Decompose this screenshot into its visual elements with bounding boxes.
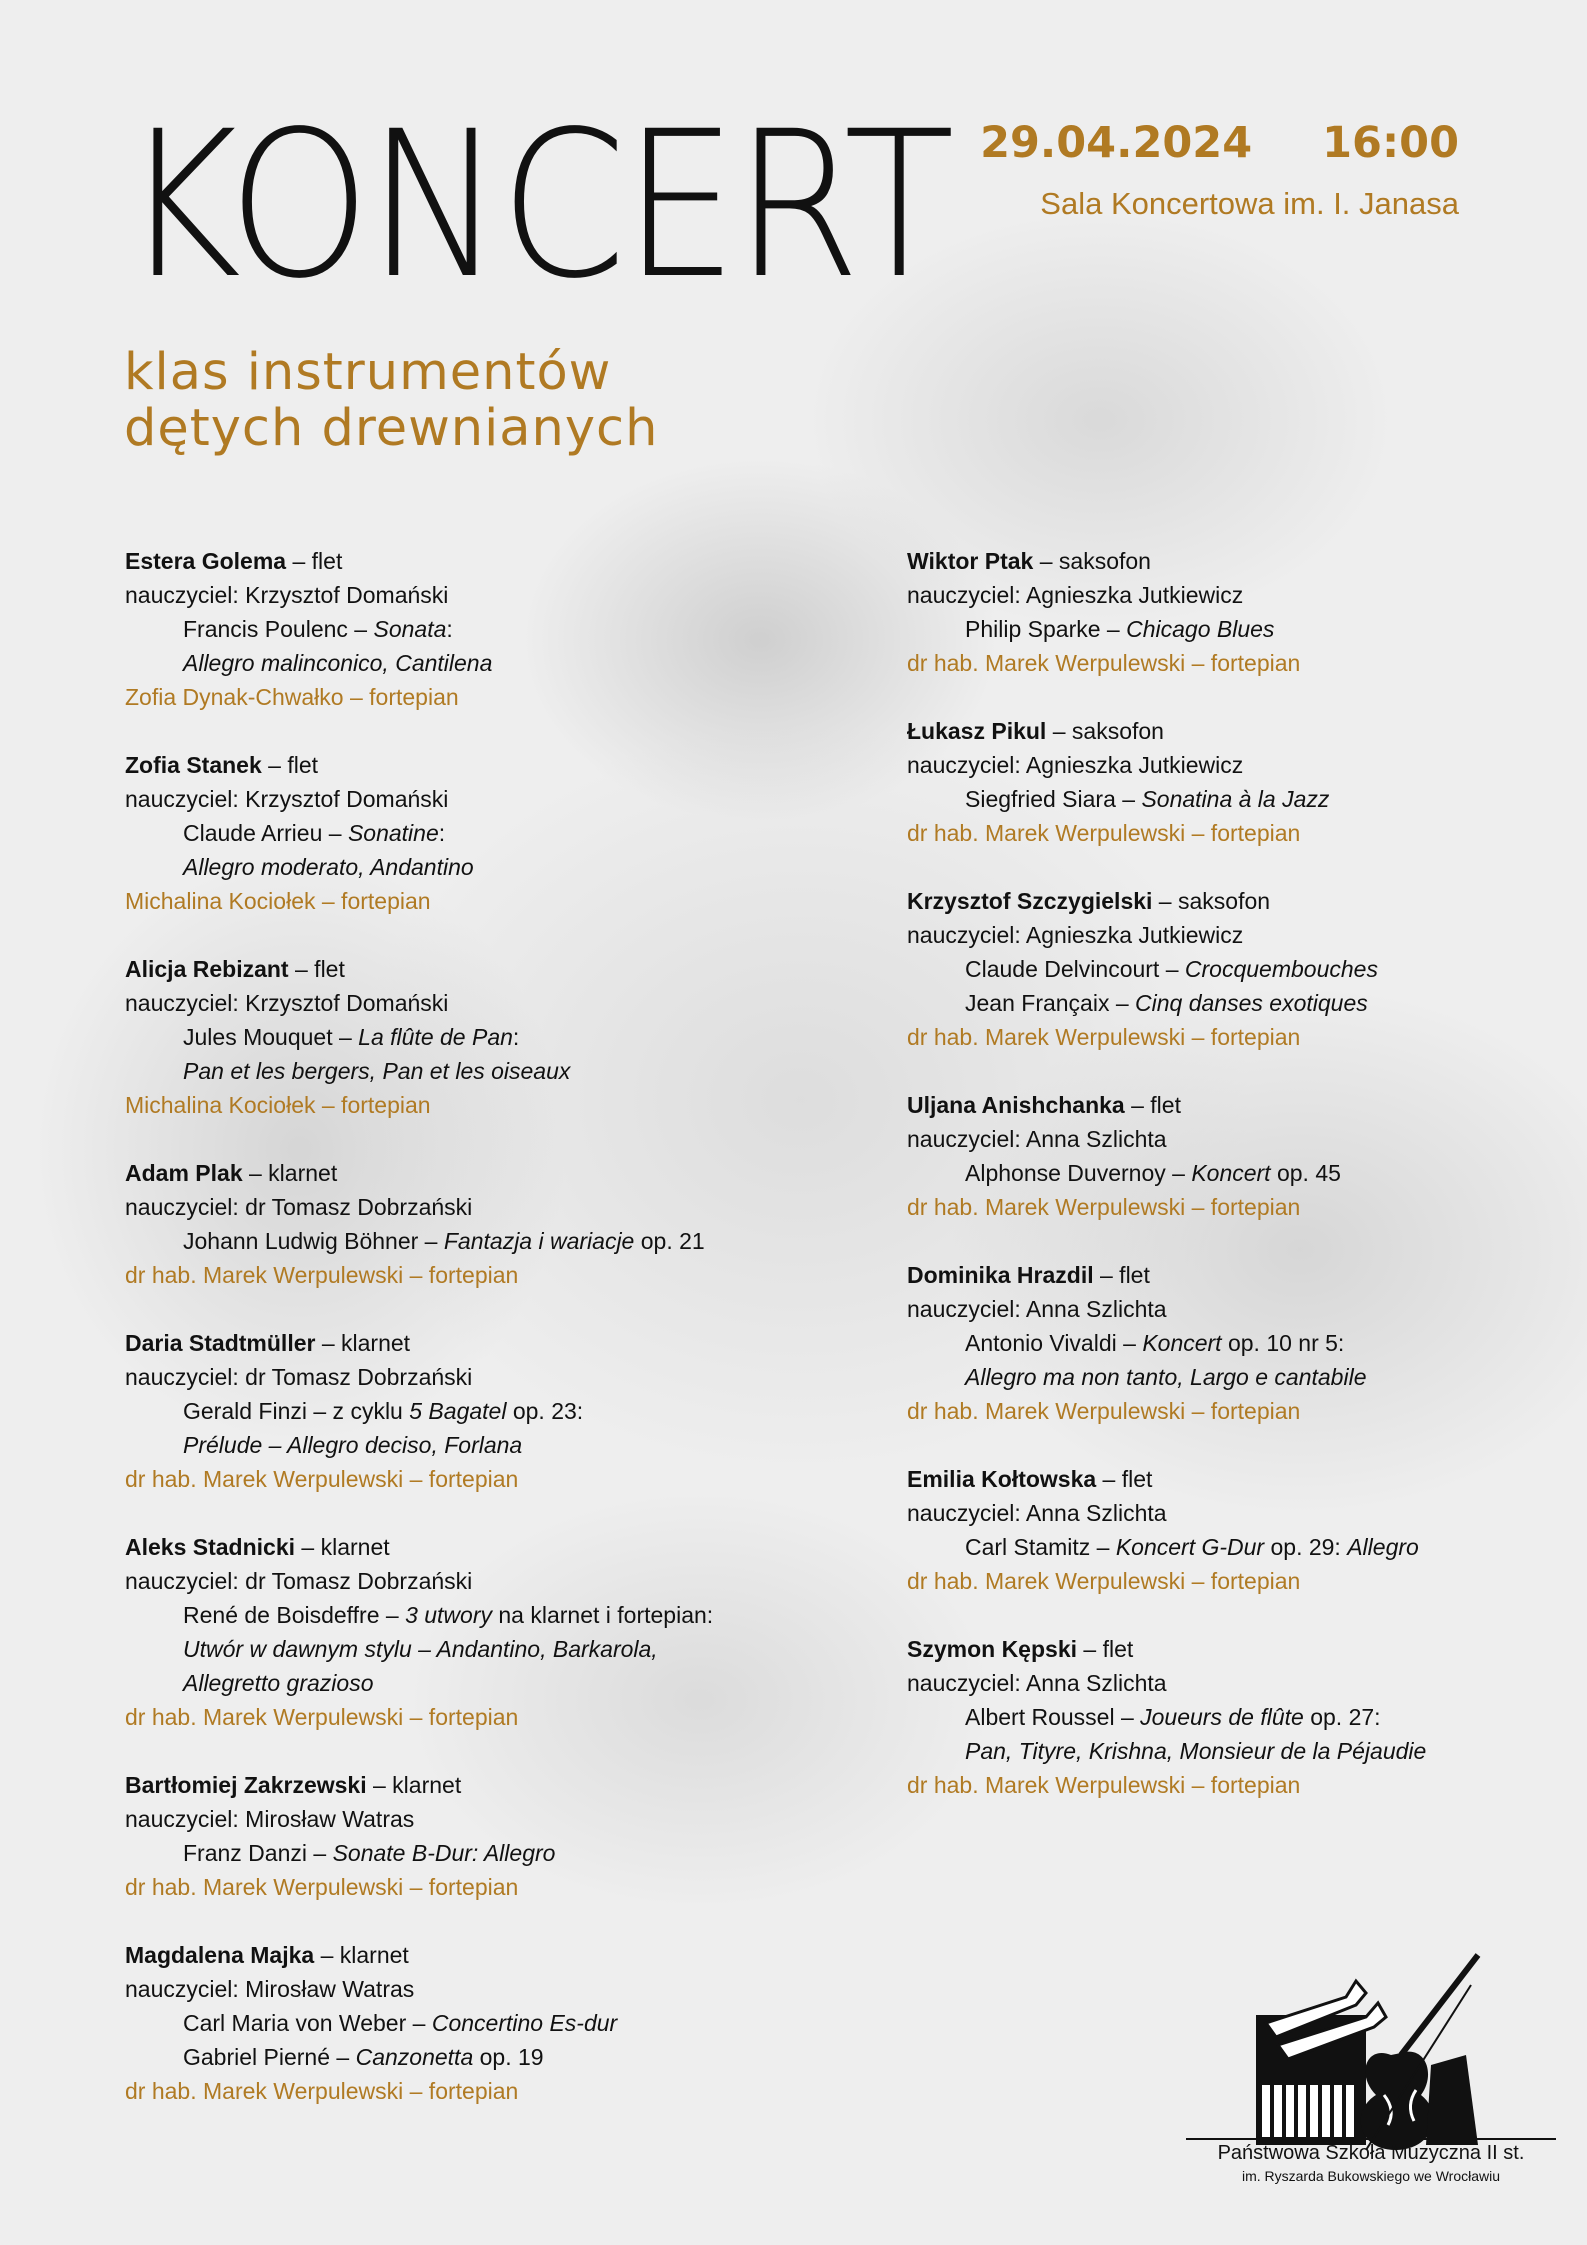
program-column-left: [125, 544, 765, 2142]
piece-line: [125, 1054, 765, 1088]
piece-text: :: [438, 820, 446, 846]
school-subtitle: im. Ryszarda Bukowskiego we Wrocławiu: [1241, 2168, 1501, 2184]
piece-title: Canzonetta: [355, 2044, 474, 2070]
performer-instrument: – flet: [1124, 1092, 1181, 1118]
piece-line: [907, 1156, 1507, 1190]
piece-title: Sonata: [373, 616, 447, 642]
program-entry: [907, 884, 1507, 1054]
teacher-line: nauczyciel: Krzysztof Domański: [125, 582, 449, 608]
piece-text: Albert Roussel –: [965, 1704, 1141, 1730]
piece-text: na klarnet i fortepian:: [492, 1602, 714, 1628]
program-entry: [907, 1088, 1507, 1224]
piece-line: [125, 1020, 765, 1054]
performer-line: [125, 1530, 765, 1564]
program-entry: [125, 1768, 765, 1904]
piece-line: [125, 1666, 765, 1700]
performer-instrument: – flet: [286, 548, 343, 574]
piece-title: Pan et les bergers, Pan et les oiseaux: [183, 1058, 571, 1084]
teacher-line: nauczyciel: Anna Szlichta: [907, 1670, 1167, 1696]
piece-text: Alphonse Duvernoy –: [965, 1160, 1192, 1186]
program-entry: [125, 544, 765, 714]
school-logo: [1216, 1945, 1546, 2155]
program-entry: [125, 1156, 765, 1292]
performer-instrument: – klarnet: [315, 1330, 411, 1356]
accompanist-line: dr hab. Marek Werpulewski – fortepian: [125, 1874, 519, 1900]
performer-line: [907, 1258, 1507, 1292]
piece-line: [907, 1360, 1507, 1394]
performer-instrument: – saksofon: [1046, 718, 1164, 744]
accompanist-line: Michalina Kociołek – fortepian: [125, 888, 431, 914]
piece-title: 5 Bagatel: [409, 1398, 507, 1424]
program-entry: [125, 952, 765, 1122]
subtitle-line-2: dętych drewnianych: [124, 399, 659, 458]
performer-line: [125, 1156, 765, 1190]
performer-instrument: – flet: [288, 956, 345, 982]
piece-text: Claude Delvincourt –: [965, 956, 1185, 982]
accompanist-line: dr hab. Marek Werpulewski – fortepian: [907, 1024, 1301, 1050]
piece-text: op. 29:: [1264, 1534, 1348, 1560]
piece-text: Siegfried Siara –: [965, 786, 1142, 812]
accompanist-line: dr hab. Marek Werpulewski – fortepian: [907, 1194, 1301, 1220]
performer-name: Szymon Kępski: [907, 1636, 1077, 1662]
performer-line: [907, 714, 1507, 748]
piece-line: [125, 850, 765, 884]
piece-text: Carl Stamitz –: [965, 1534, 1116, 1560]
performer-line: [907, 1462, 1507, 1496]
piece-line: [125, 1394, 765, 1428]
piece-title: Pan, Tityre, Krishna, Monsieur de la Péjaudie: [965, 1738, 1427, 1764]
performer-name: Aleks Stadnicki: [125, 1534, 296, 1560]
piece-line: [125, 1836, 765, 1870]
piece-title: 3 utwory: [405, 1602, 492, 1628]
performer-name: Łukasz Pikul: [907, 718, 1047, 744]
performer-line: [907, 544, 1507, 578]
accompanist-line: Zofia Dynak-Chwałko – fortepian: [125, 684, 459, 710]
performer-line: [907, 1088, 1507, 1122]
program-entry: [907, 1462, 1507, 1598]
piece-text: op. 45: [1270, 1160, 1341, 1186]
piece-line: [125, 816, 765, 850]
piece-title: Koncert: [1191, 1160, 1271, 1186]
performer-name: Alicja Rebizant: [125, 956, 289, 982]
performer-name: Daria Stadtmüller: [125, 1330, 316, 1356]
piece-text: op. 23:: [506, 1398, 584, 1424]
piece-line: [125, 1428, 765, 1462]
program-column-right: [907, 544, 1507, 1836]
accompanist-line: dr hab. Marek Werpulewski – fortepian: [907, 650, 1301, 676]
piece-text: Gerald Finzi – z cyklu: [183, 1398, 410, 1424]
piece-text: Philip Sparke –: [965, 616, 1127, 642]
performer-instrument: – klarnet: [295, 1534, 390, 1560]
piece-title: La flûte de Pan: [358, 1024, 513, 1050]
piece-text: Antonio Vivaldi –: [965, 1330, 1143, 1356]
piece-title: Allegro moderato, Andantino: [183, 854, 474, 880]
piece-text: op. 10 nr 5:: [1221, 1330, 1345, 1356]
performer-instrument: – saksofon: [1033, 548, 1151, 574]
piece-line: [125, 1224, 765, 1258]
performer-line: [125, 952, 765, 986]
piece-text: Johann Ludwig Böhner –: [183, 1228, 444, 1254]
event-datetime: [980, 118, 1459, 168]
teacher-line: nauczyciel: dr Tomasz Dobrzański: [125, 1568, 473, 1594]
piece-text: op. 19: [473, 2044, 544, 2070]
performer-name: Bartłomiej Zakrzewski: [125, 1772, 367, 1798]
piece-title: Cinq danses exotiques: [1135, 990, 1368, 1016]
performer-instrument: – klarnet: [314, 1942, 409, 1968]
logo-right-block: [1426, 2055, 1478, 2145]
teacher-line: nauczyciel: dr Tomasz Dobrzański: [125, 1194, 473, 1220]
accompanist-line: Michalina Kociołek – fortepian: [125, 1092, 431, 1118]
piece-text: op. 27:: [1303, 1704, 1381, 1730]
subtitle-line-1: klas instrumentów: [124, 343, 612, 402]
piece-line: [907, 1326, 1507, 1360]
piece-title: Utwór w dawnym stylu – Andantino, Barkarola,: [183, 1636, 658, 1662]
performer-name: Uljana Anishchanka: [907, 1092, 1125, 1118]
program-entry: [125, 1530, 765, 1734]
accompanist-line: dr hab. Marek Werpulewski – fortepian: [907, 820, 1301, 846]
program-entry: [125, 748, 765, 918]
piece-text: Claude Arrieu –: [183, 820, 348, 846]
piece-line: [125, 1598, 765, 1632]
piece-text: Jules Mouquet –: [183, 1024, 359, 1050]
piece-line: [125, 646, 765, 680]
teacher-line: nauczyciel: Agnieszka Jutkiewicz: [907, 582, 1244, 608]
performer-line: [125, 1768, 765, 1802]
program-entry: [907, 544, 1507, 680]
piece-title: Crocquembouches: [1184, 956, 1378, 982]
event-date: 29.04.2024: [980, 118, 1253, 168]
piece-title: Allegro ma non tanto, Largo e cantabile: [965, 1364, 1367, 1390]
performer-name: Wiktor Ptak: [907, 548, 1034, 574]
teacher-line: nauczyciel: Anna Szlichta: [907, 1500, 1167, 1526]
piece-line: [907, 1530, 1507, 1564]
program-entry: [907, 1632, 1507, 1802]
piece-line: [125, 2040, 765, 2074]
performer-name: Adam Plak: [125, 1160, 243, 1186]
teacher-line: nauczyciel: dr Tomasz Dobrzański: [125, 1364, 473, 1390]
teacher-line: nauczyciel: Krzysztof Domański: [125, 990, 449, 1016]
piece-text: Francis Poulenc –: [183, 616, 374, 642]
performer-instrument: – flet: [261, 752, 319, 778]
program-entry: [907, 1258, 1507, 1428]
performer-name: Zofia Stanek: [125, 752, 262, 778]
piece-title: Concertino Es-dur: [431, 2010, 618, 2036]
school-name: Państwowa Szkoła Muzyczna II st.: [1186, 2138, 1556, 2166]
performer-instrument: – flet: [1077, 1636, 1134, 1662]
piece-title: Joueurs de flûte: [1140, 1704, 1304, 1730]
performer-instrument: – flet: [1093, 1262, 1150, 1288]
piece-title: Koncert: [1142, 1330, 1222, 1356]
accompanist-line: dr hab. Marek Werpulewski – fortepian: [907, 1398, 1301, 1424]
teacher-line: nauczyciel: Krzysztof Domański: [125, 786, 449, 812]
piece-title: Sonatine: [347, 820, 439, 846]
accompanist-line: dr hab. Marek Werpulewski – fortepian: [907, 1568, 1301, 1594]
piece-title: Prélude – Allegro deciso, Forlana: [183, 1432, 523, 1458]
teacher-line: nauczyciel: Mirosław Watras: [125, 1806, 415, 1832]
event-venue: Sala Koncertowa im. I. Janasa: [1040, 186, 1459, 221]
performer-instrument: – klarnet: [242, 1160, 338, 1186]
piece-line: [907, 1700, 1507, 1734]
piece-line: [907, 782, 1507, 816]
piece-text: op. 21: [634, 1228, 705, 1254]
piece-text: Gabriel Pierné –: [183, 2044, 356, 2070]
performer-line: [125, 748, 765, 782]
accompanist-line: dr hab. Marek Werpulewski – fortepian: [125, 1704, 519, 1730]
piece-title: Allegro malinconico, Cantilena: [183, 650, 493, 676]
performer-line: [907, 1632, 1507, 1666]
program-entry: [125, 1326, 765, 1496]
piece-line: [907, 1734, 1507, 1768]
accompanist-line: dr hab. Marek Werpulewski – fortepian: [125, 1262, 519, 1288]
piece-title: Sonatina à la Jazz: [1141, 786, 1330, 812]
teacher-line: nauczyciel: Agnieszka Jutkiewicz: [907, 752, 1244, 778]
piece-text: Franz Danzi –: [183, 1840, 333, 1866]
page-title: KONCERT: [122, 87, 952, 323]
performer-name: Emilia Kołtowska: [907, 1466, 1097, 1492]
piece-text: :: [446, 616, 453, 642]
performer-line: [907, 884, 1507, 918]
piece-title: Sonate B-Dur: Allegro: [332, 1840, 556, 1866]
performer-instrument: – klarnet: [366, 1772, 462, 1798]
event-time: 16:00: [1322, 118, 1459, 168]
performer-instrument: – flet: [1096, 1466, 1153, 1492]
teacher-line: nauczyciel: Anna Szlichta: [907, 1296, 1167, 1322]
teacher-line: nauczyciel: Agnieszka Jutkiewicz: [907, 922, 1244, 948]
piece-text: Carl Maria von Weber –: [183, 2010, 432, 2036]
program-entry: [125, 1938, 765, 2108]
piece-line: [907, 986, 1507, 1020]
piece-line: [907, 612, 1507, 646]
piece-title: Koncert G-Dur: [1115, 1534, 1265, 1560]
piece-title: Fantazja i wariacje: [443, 1228, 635, 1254]
teacher-line: nauczyciel: Mirosław Watras: [125, 1976, 415, 2002]
piece-line: [125, 2006, 765, 2040]
subtitle: [124, 345, 658, 457]
piece-title: Allegro: [1347, 1534, 1419, 1560]
piece-title: Allegretto grazioso: [183, 1670, 374, 1696]
accompanist-line: dr hab. Marek Werpulewski – fortepian: [125, 2078, 519, 2104]
performer-name: Magdalena Majka: [125, 1942, 315, 1968]
piece-text: Jean Françaix –: [965, 990, 1136, 1016]
teacher-line: nauczyciel: Anna Szlichta: [907, 1126, 1167, 1152]
performer-instrument: – saksofon: [1152, 888, 1271, 914]
program-entry: [907, 714, 1507, 850]
piece-line: [125, 1632, 765, 1666]
accompanist-line: dr hab. Marek Werpulewski – fortepian: [907, 1772, 1301, 1798]
performer-line: [125, 544, 765, 578]
piece-line: [907, 952, 1507, 986]
performer-name: Krzysztof Szczygielski: [907, 888, 1153, 914]
performer-line: [125, 1938, 765, 1972]
piece-text: René de Boisdeffre –: [183, 1602, 406, 1628]
piece-text: :: [512, 1024, 520, 1050]
performer-name: Estera Golema: [125, 548, 287, 574]
performer-name: Dominika Hrazdil: [907, 1262, 1094, 1288]
accompanist-line: dr hab. Marek Werpulewski – fortepian: [125, 1466, 519, 1492]
performer-line: [125, 1326, 765, 1360]
piece-line: [125, 612, 765, 646]
piece-title: Chicago Blues: [1126, 616, 1275, 642]
